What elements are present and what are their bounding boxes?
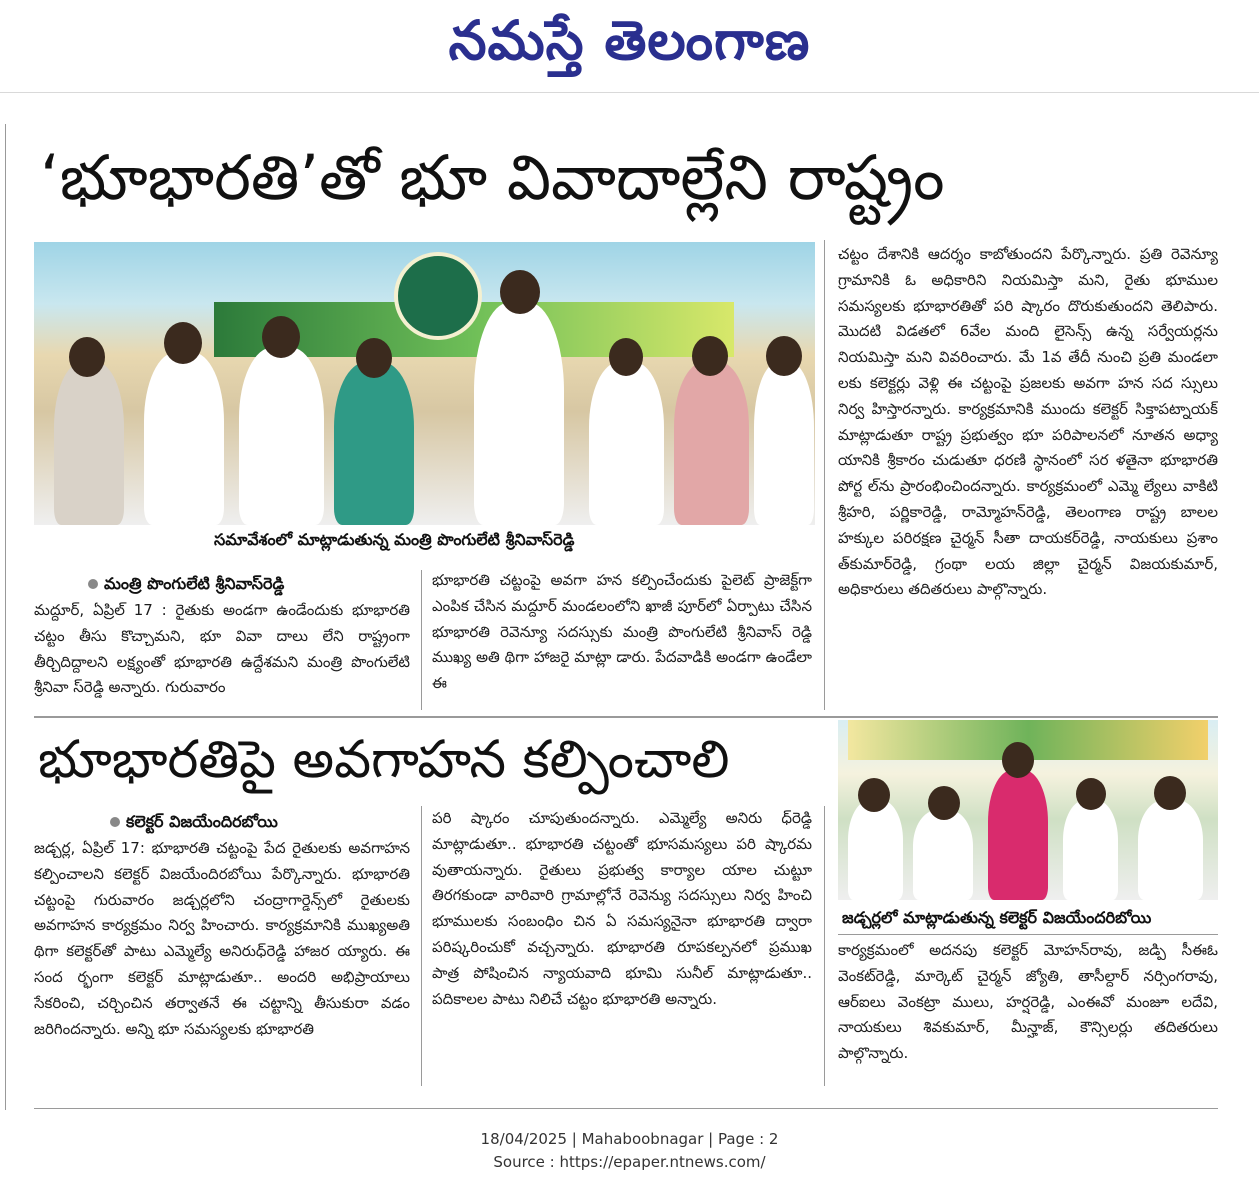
article1-byline-text: మంత్రి పొంగులేటి శ్రీనివాస్‌రెడ్డి (104, 574, 285, 593)
footer-source-link[interactable]: Source : https://epaper.ntnews.com/ (493, 1153, 766, 1171)
masthead: నమస్తే తెలంగాణ (448, 9, 811, 72)
article2-caption-rule (838, 934, 1218, 935)
article1-byline (88, 574, 284, 597)
article1-column-3: చట్టం దేశానికి ఆదర్శం కాబోతుందని పేర్కొన్నారు. ప్రతి రెవెన్యూ గ్రామానికి ఓ అధికారిని నియమిస్తా మని, రైతు భూముల సమస్యలకు భూభారతితో పరి ష్కారం దొరుకుతుందని తెలిపారు. మొదటి విడతలో 6వేల మంది లైసెన్స్ ఉన్న సర్వేయర్లను నియమిస్తా మని వివరించారు. మే 1వ తేదీ నుంచి ప్రతి మండలా లకు కలెక్టర్లు వెళ్లి ఈ చట్టంపై ప్రజలకు అవగా హన సద స్సులు నిర్వ హిస్తారన్నారు. కార్యక్రమానికి ముందు కలెక్టర్ సిక్తాపట్నాయక్ మాట్లాడుతూ రాష్ట్ర ప్రభుత్వం భూ పరిపాలనలో నూతన అధ్యా యానికి శ్రీకారం చుడుతూ ధరణి స్థానంలో సర ళతైనా భూభారతి పోర్ట ల్‌ను ప్రారంభించిందన్నారు. కార్యక్రమంలో ఎమ్మె ల్యేలు వాకిటి శ్రీహరి, పర్ణికారెడ్డి, రామ్మోహన్‌రెడ్డి, తెలంగాణ రాష్ట్ర బాలల హక్కుల పరిరక్షణ చైర్మన్ సీతా దాయకర్‌రెడ్డి, నాయకులు ప్రశాం త్‌కుమార్‌రెడ్డి, గ్రంథా లయ జిల్లా చైర్మన్ విజయకుమార్, అధికారులు తదితరులు పాల్గొన్నారు. (838, 245, 1218, 599)
article2-column-divider-2 (824, 806, 825, 1086)
masthead-rule (0, 92, 1259, 93)
page-frame-left (5, 124, 6, 1110)
article1-column-2: భూభారతి చట్టంపై అవగా హన కల్పించేందుకు పైలెట్ ప్రాజెక్ట్‌గా ఎంపిక చేసిన మద్దూర్ మండలంలోని ఖాజీ పూర్‌లో ఏర్పాటు చేసిన భూభారతి రెవెన్యూ సదస్సుకు మంత్రి పొంగులేటి శ్రీనివాస్ రెడ్డి ముఖ్య అతి థిగా హాజరై మాట్లా డారు. పేదవాడికి అండగా ఉండేలా ఈ (432, 571, 812, 693)
article2-column-1: జడ్చర్ల, ఏప్రిల్ 17: భూభారతి చట్టంపై పేద రైతులకు అవగాహన కల్పించాలని కలెక్టర్ విజయేందిరబోయి పేర్కొన్నారు. భూభారతి చట్టంపై గురువారం జడ్చర్లలోని చంద్రాగార్డెన్స్‌లో రైతులకు అవగాహన కార్యక్రమం నిర్వ హించారు. కార్యక్రమానికి ముఖ్యఅతి థిగా కలెక్టర్‌తో పాటు ఎమ్మెల్యే అనిరుధ్‌రెడ్డి హాజర య్యారు. ఈ సంద ర్భంగా కలెక్టర్ మాట్లాడుతూ.. అందరి అభిప్రాయాలు సేకరించి, చర్చించిన తర్వాతనే ఈ చట్టాన్ని తీసుకురా వడం జరిగిందన్నారు. అన్ని భూ సమస్యలకు భూభారతి (34, 839, 410, 1038)
article2-byline-text: కలెక్టర్ విజయేందిరబోయి (126, 812, 278, 831)
article1-headline: ‘భూభారతి’తో భూ వివాదాల్లేని రాష్ట్రం (40, 141, 945, 214)
article1-photo (34, 242, 815, 525)
page-bottom-rule (34, 1108, 1218, 1109)
article2-photo-caption: జడ్చర్లలో మాట్లాడుతున్న కలెక్టర్ విజయేందరిబోయి (842, 908, 1152, 927)
footer-date-edition: 18/04/2025 | Mahaboobnagar | Page : 2 (480, 1130, 779, 1148)
article1-photo-caption: సమావేశంలో మాట్లాడుతున్న మంత్రి పొంగులేటి శ్రీనివాస్‌రెడ్డి (214, 530, 575, 549)
article2-photo (838, 720, 1218, 900)
article1-column-1: మద్దూర్, ఏప్రిల్ 17 : రైతుకు అండగా ఉండేందుకు భూభారతి చట్టం తీసు కొచ్చామని, భూ వివా దాలు లేని రాష్ట్రంగా తీర్చిదిద్దాలని లక్ష్యంతో భూభారతి ఉద్దేశమని మంత్రి పొంగులేటి శ్రీనివా స్‌రెడ్డి అన్నారు. గురువారం (34, 601, 410, 697)
article-separator (34, 716, 1218, 718)
article2-byline (110, 812, 278, 835)
article1-column-divider-1 (421, 570, 422, 710)
article2-headline: భూభారతిపై అవగాహన కల్పించాలి (38, 730, 730, 790)
article2-column-2: పరి ష్కారం చూపుతుందన్నారు. ఎమ్మెల్యే అనిరు ధ్‌రెడ్డి మాట్లాడుతూ.. భూభారతి చట్టంతో భూసమస్యలు పరి ష్కారమ వుతాయన్నారు. రైతులు ప్రభుత్వ కార్యాల యాల చుట్టూ తిరగకుండా వారివారి గ్రామాల్లోనే రెవెన్యు సదస్సులు నిర్వ హించి భూములకు సంబంధిం చిన ఏ సమస్యనైనా భూభారతి ద్వారా పరిష్కరించుకో వచ్చన్నారు. భూభారతి రూపకల్పనలో ప్రముఖ పాత్ర పోషించిన న్యాయవాది భూమి సునీల్ మాట్లాడుతూ.. పదికాలల పాటు నిలిచే చట్టం భూభారతి అన్నారు. (432, 809, 812, 1008)
bullet-icon (110, 817, 120, 827)
bullet-icon (88, 579, 98, 589)
article2-column-3: కార్యక్రమంలో అదనపు కలెక్టర్ మోహన్‌రావు, జడ్పి సీఈఓ వెంకట్‌రెడ్డి, మార్కెట్ చైర్మన్ జ్యోతి, తాసీల్దార్ నర్సింగరావు, ఆర్‌ఐలు వెంకట్రా ములు, హర్షరెడ్డి, ఎంఈవో మంజూ లదేవి, నాయకులు శివకుమార్, మీన్హాజ్, కౌన్సిలర్లు తదితరులు పాల్గొన్నారు. (838, 941, 1218, 1063)
article2-column-divider-1 (421, 806, 422, 1086)
article1-column-divider-2 (824, 240, 825, 710)
